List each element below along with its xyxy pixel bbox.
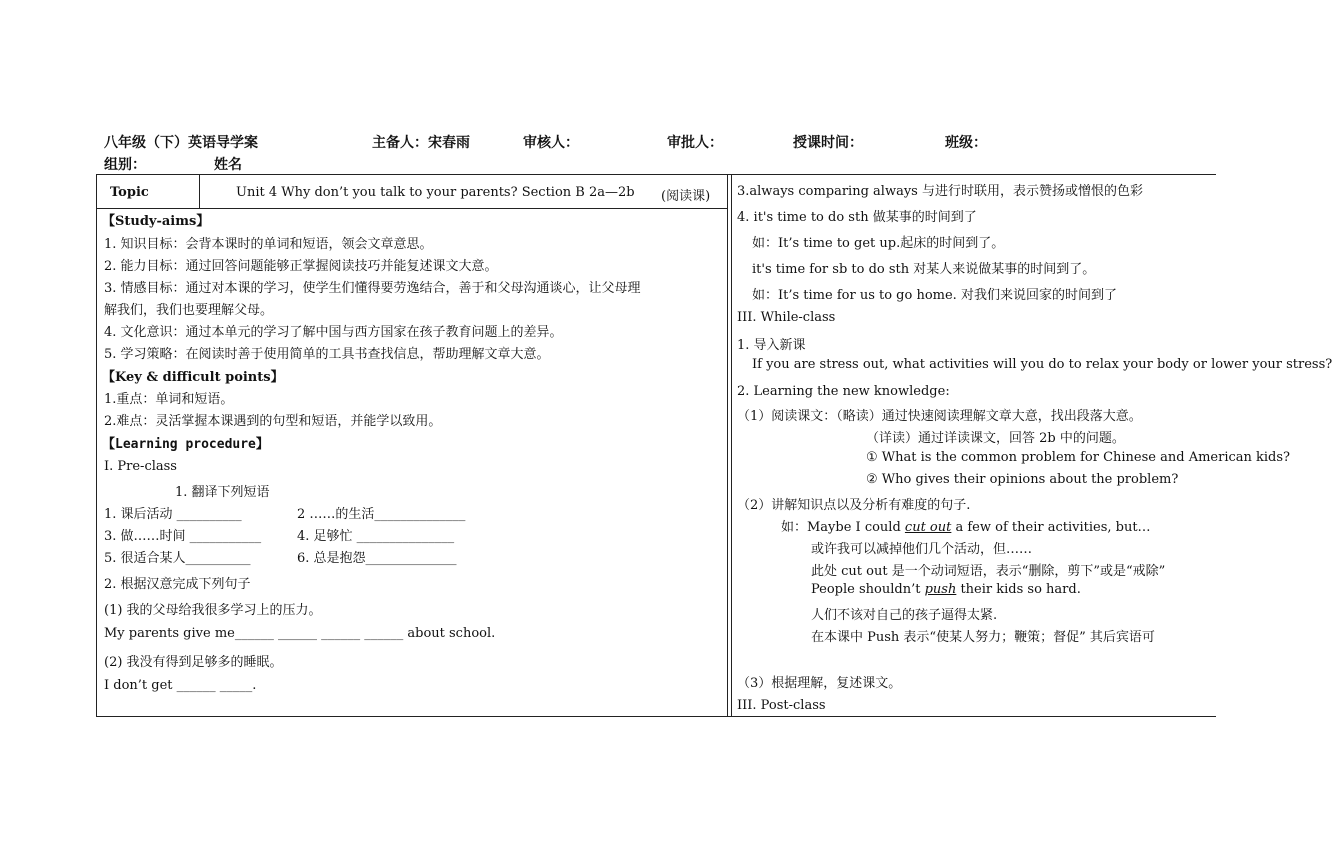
header-grade: 八年级（下）英语导学案	[104, 135, 258, 151]
pre-class-heading: I. Pre-class	[104, 459, 177, 474]
column-divider-inner	[731, 175, 732, 717]
phrase-item: 2 ……的生活______________	[297, 507, 466, 522]
header-approver: 审批人：	[667, 135, 723, 151]
highlighted-phrase: cut out	[904, 520, 952, 535]
header-reviewer: 审核人：	[523, 135, 579, 151]
header-name: 姓名	[214, 157, 242, 173]
sentence-cn: (1) 我的父母给我很多学习上的压力。	[104, 603, 322, 618]
phrase-item: 4. 足够忙 _______________	[297, 529, 455, 544]
note-its-time: 4. it's time to do sth 做某事的时间到了	[737, 210, 977, 225]
topic-label: Topic	[110, 185, 149, 200]
push-note: 在本课中 Push 表示“使某人努力；鞭策；督促” 其后宾语可	[811, 630, 1155, 645]
sentence-cn: (2) 我没有得到足够多的睡眠。	[104, 655, 283, 670]
reading-step: （1）阅读课文：（略读）通过快速阅读理解文章大意，找出段落大意。	[737, 409, 1142, 424]
translate-heading: 1. 翻译下列短语	[175, 485, 270, 500]
study-aims-heading: 【Study-aims】	[102, 214, 210, 229]
note-its-time-for: it's time for sb to do sth 对某人来说做某事的时间到了。	[752, 262, 1096, 277]
column-divider	[727, 175, 728, 717]
retell-step: （3）根据理解，复述课文。	[737, 676, 902, 691]
reading-question: ① What is the common problem for Chinese and American kids?	[866, 450, 1291, 465]
phrase-item: 3. 做……时间 ___________	[104, 529, 262, 544]
note-always-comparing: 3.always comparing always 与进行时联用，表示赞扬或憎恨的色彩	[737, 184, 1143, 199]
reading-question: ② Who gives their opinions about the problem?	[866, 472, 1179, 487]
example-text: a few of their activities, but…	[951, 520, 1151, 535]
example-translation: 人们不该对自己的孩子逼得太紧.	[811, 608, 998, 623]
example-push	[811, 582, 1081, 597]
sentence-en: I don’t get ______ _____.	[104, 678, 257, 693]
aim-item: 解我们，我们也要理解父母。	[104, 303, 274, 318]
cut-out-note: 此处 cut out 是一个动词短语，表示“删除，剪下”或是“戒除”	[811, 564, 1166, 579]
example-text: People shouldn’t	[811, 582, 925, 597]
complete-heading: 2. 根据汉意完成下列句子	[104, 577, 251, 592]
post-class-heading: III. Post-class	[737, 698, 826, 713]
lead-in-heading: 1. 导入新课	[737, 338, 806, 353]
phrase-item: 1. 课后活动 __________	[104, 507, 242, 522]
reading-step: （详读）通过详读课文，回答 2b 中的问题。	[866, 431, 1125, 446]
example-sentence: 如：It’s time to get up.起床的时间到了。	[752, 236, 1005, 251]
topic-title: Unit 4 Why don’t you talk to your parents? Section B 2a—2b	[236, 185, 635, 200]
sentence-en: My parents give me______ ______ ______ ______ about school.	[104, 626, 496, 641]
table-border-left	[96, 175, 97, 717]
example-cut-out	[781, 516, 1151, 535]
example-text: 如：Maybe I could	[781, 520, 905, 535]
topic-type: (阅读课)	[661, 189, 711, 204]
table-border-bottom	[96, 716, 1216, 717]
aim-item: 4. 文化意识：通过本单元的学习了解中国与西方国家在孩子教育问题上的差异。	[104, 325, 563, 340]
aim-item: 2. 能力目标：通过回答问题能够正掌握阅读技巧并能复述课文大意。	[104, 259, 498, 274]
topic-divider	[199, 175, 200, 208]
procedure-heading: 【Learning procedure】	[102, 437, 269, 452]
header-preparer: 主备人：宋春雨	[372, 135, 470, 151]
key-points-heading: 【Key & difficult points】	[102, 370, 284, 385]
learning-heading: 2. Learning the new knowledge:	[737, 384, 950, 399]
aim-item: 3. 情感目标：通过对本课的学习，使学生们懂得要劳逸结合，善于和父母沟通谈心，让父母理	[104, 281, 641, 296]
example-sentence: 如：It’s time for us to go home. 对我们来说回家的时间到了	[752, 288, 1117, 303]
key-point-item: 1.重点：单词和短语。	[104, 392, 234, 407]
explain-heading: （2）讲解知识点以及分析有难度的句子.	[737, 498, 971, 513]
aim-item: 5. 学习策略：在阅读时善于使用简单的工具书查找信息，帮助理解文章大意。	[104, 347, 550, 362]
header-lesson-time: 授课时间：	[793, 135, 863, 151]
topic-row-bottom	[96, 208, 728, 209]
example-text: their kids so hard.	[956, 582, 1081, 597]
header-group: 组别：	[104, 157, 146, 173]
phrase-item: 6. 总是抱怨______________	[297, 551, 457, 566]
key-point-item: 2.难点：灵活掌握本课遇到的句型和短语，并能学以致用。	[104, 414, 442, 429]
aim-item: 1. 知识目标：会背本课时的单词和短语，领会文章意思。	[104, 237, 433, 252]
example-translation: 或许我可以减掉他们几个活动，但……	[811, 542, 1033, 557]
header-class: 班级：	[945, 135, 987, 151]
highlighted-phrase: push	[924, 582, 957, 597]
while-class-heading: III. While-class	[737, 310, 836, 325]
phrase-item: 5. 很适合某人__________	[104, 551, 251, 566]
lead-in-question: If you are stress out, what activities will you do to relax your body or lower your stress?	[752, 357, 1332, 372]
